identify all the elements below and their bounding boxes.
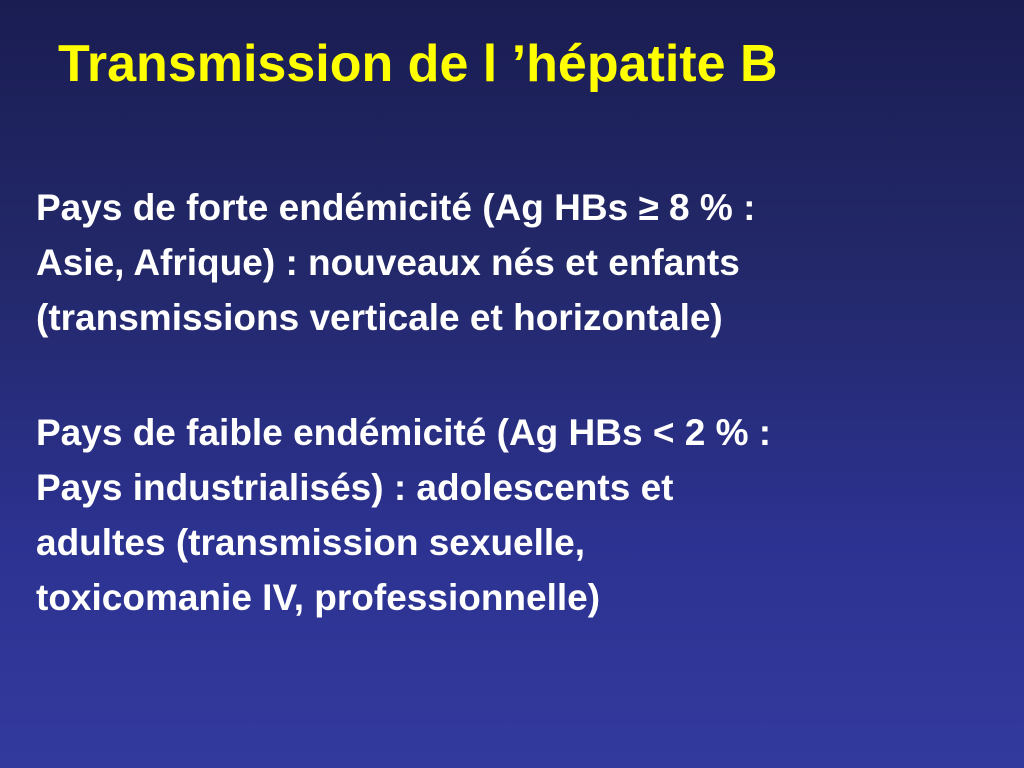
bullet-list bbox=[36, 180, 996, 625]
bullet-line: (transmissions verticale et horizontale) bbox=[36, 297, 723, 338]
bullet-low-endemicity bbox=[36, 405, 996, 625]
bullet-high-endemicity bbox=[36, 180, 996, 345]
slide-title: Transmission de l ’hépatite B bbox=[58, 35, 778, 93]
bullet-line: Pays de forte endémicité (Ag HBs ≥ 8 % : bbox=[36, 187, 756, 228]
bullet-line: Pays de faible endémicité (Ag HBs < 2 % : bbox=[36, 412, 772, 453]
bullet-line: Asie, Afrique) : nouveaux nés et enfants bbox=[36, 242, 740, 283]
bullet-line: Pays industrialisés) : adolescents et bbox=[36, 467, 674, 508]
bullet-line: adultes (transmission sexuelle, bbox=[36, 522, 586, 563]
bullet-line: toxicomanie IV, professionnelle) bbox=[36, 577, 601, 618]
